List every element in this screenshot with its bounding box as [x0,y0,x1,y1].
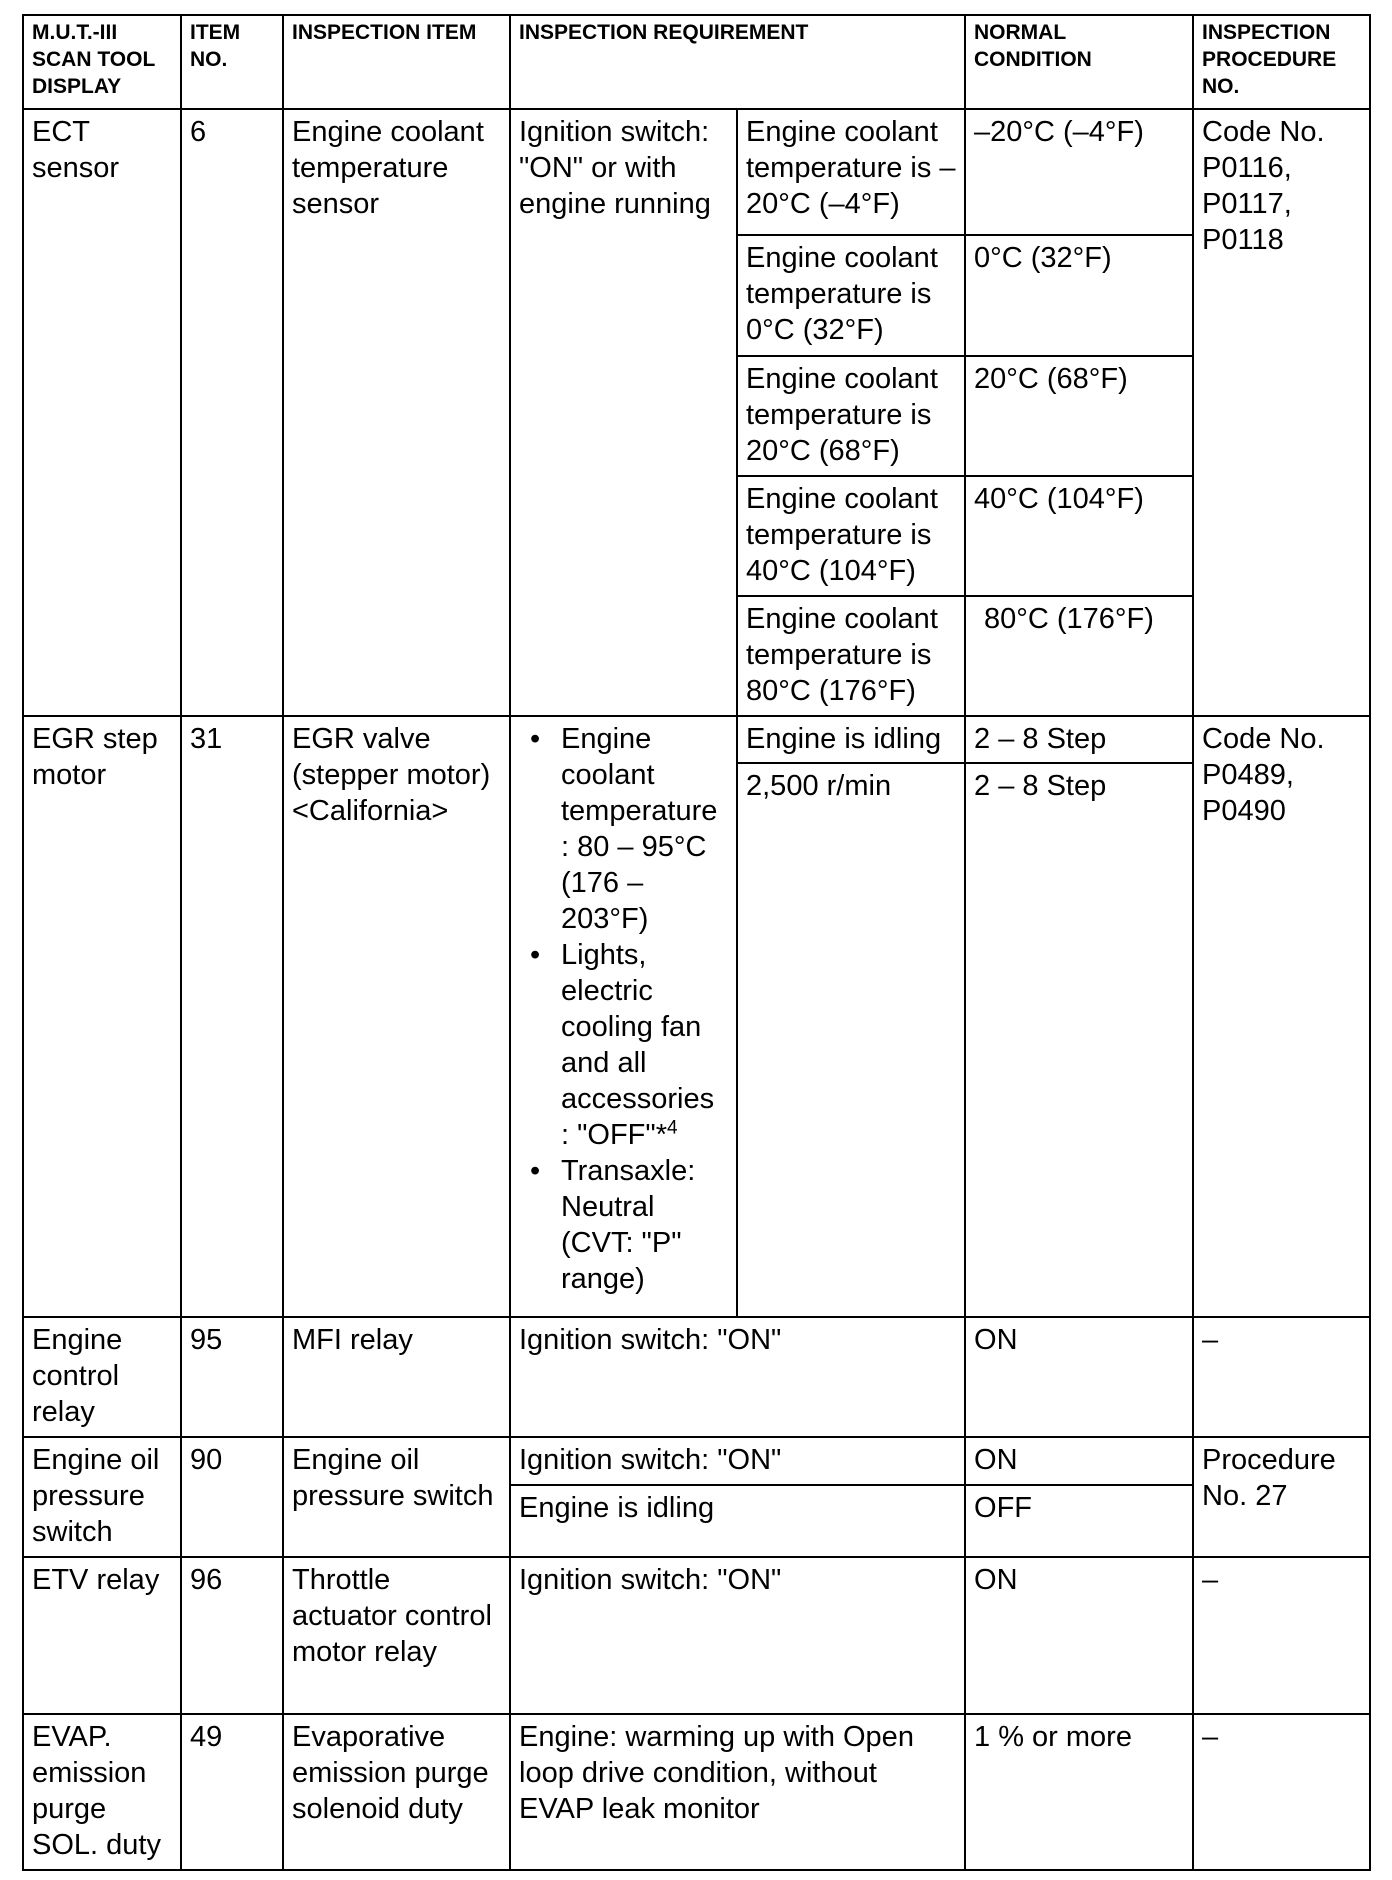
evap-display: EVAP. emission purge SOL. duty [23,1714,181,1870]
etv-requirement: Ignition switch: "ON" [510,1557,965,1713]
bullet-icon: • [530,1155,541,1188]
bullet-icon: • [530,723,541,756]
list-item [530,721,728,937]
header-row [23,15,1370,109]
inspection-table [22,14,1371,1871]
egr-item-no: 31 [181,716,283,1317]
header-procedure-no: INSPECTION PROCEDURE NO. [1193,15,1370,109]
header-inspection-item: INSPECTION ITEM [283,15,510,109]
egr-requirement-list [519,721,728,1297]
ect-condition-normal: 80°C (176°F) [965,596,1193,716]
table-row [23,716,1370,763]
table-row [23,1714,1370,1870]
ecr-item-no: 95 [181,1317,283,1437]
ecr-requirement: Ignition switch: "ON" [510,1317,965,1437]
ect-condition-req: Engine coolant temperature is 20°C (68°F) [737,356,965,476]
oil-condition-req: Ignition switch: "ON" [510,1437,965,1485]
oil-procedure: Procedure No. 27 [1193,1437,1370,1557]
ect-condition-normal: 0°C (32°F) [965,235,1193,355]
egr-display: EGR step motor [23,716,181,1317]
ect-condition-normal: 40°C (104°F) [965,476,1193,596]
ecr-normal: ON [965,1317,1193,1437]
evap-item-no: 49 [181,1714,283,1870]
oil-item-no: 90 [181,1437,283,1557]
ect-condition-normal: 20°C (68°F) [965,356,1193,476]
egr-condition-req: 2,500 r/min [737,763,965,1317]
table-row [23,1557,1370,1713]
evap-procedure: – [1193,1714,1370,1870]
ecr-item: MFI relay [283,1317,510,1437]
evap-item: Evaporative emission purge solenoid duty [283,1714,510,1870]
oil-condition-normal: ON [965,1437,1193,1485]
header-display: M.U.T.-III SCAN TOOL DISPLAY [23,15,181,109]
egr-requirement [510,716,737,1317]
ect-display: ECT sensor [23,109,181,716]
list-item [530,937,728,1153]
ecr-display: Engine control relay [23,1317,181,1437]
list-item [530,1153,728,1297]
egr-bullet-text: Lights, electric cooling fan and all accessories : "OFF"* [561,939,715,1152]
egr-procedure: Code No. P0489, P0490 [1193,716,1370,1317]
footnote-ref: 4 [666,1117,678,1139]
ect-item: Engine coolant temperature sensor [283,109,510,716]
ect-condition-req: Engine coolant temperature is 40°C (104°F) [737,476,965,596]
oil-display: Engine oil pressure switch [23,1437,181,1557]
table-row [23,1437,1370,1485]
etv-procedure: – [1193,1557,1370,1713]
oil-condition-req: Engine is idling [510,1485,965,1557]
table-row [23,1317,1370,1437]
oil-item: Engine oil pressure switch [283,1437,510,1557]
egr-item: EGR valve (stepper motor) <California> [283,716,510,1317]
header-requirement: INSPECTION REQUIREMENT [510,15,965,109]
etv-normal: ON [965,1557,1193,1713]
evap-requirement: Engine: warming up with Open loop drive condition, without EVAP leak monitor [510,1714,965,1870]
egr-condition-normal: 2 – 8 Step [965,763,1193,1317]
ect-item-no: 6 [181,109,283,716]
inspection-sheet [22,14,1369,1871]
ecr-procedure: – [1193,1317,1370,1437]
etv-display: ETV relay [23,1557,181,1713]
ect-procedure: Code No. P0116, P0117, P0118 [1193,109,1370,716]
ect-condition-req: Engine coolant temperature is 80°C (176°F) [737,596,965,716]
ect-condition-req: Engine coolant temperature is –20°C (–4°F) [737,109,965,235]
ect-condition-req: Engine coolant temperature is 0°C (32°F) [737,235,965,355]
ect-condition-normal: –20°C (–4°F) [965,109,1193,235]
oil-condition-normal: OFF [965,1485,1193,1557]
evap-normal: 1 % or more [965,1714,1193,1870]
egr-bullet-text: Transaxle: Neutral (CVT: "P" range) [561,1155,696,1296]
table-row [23,109,1370,235]
bullet-icon: • [530,939,541,972]
egr-condition-normal: 2 – 8 Step [965,716,1193,763]
ect-requirement: Ignition switch: "ON" or with engine running [510,109,737,716]
egr-bullet-text: Engine coolant temperature : 80 – 95°C (176 – 203°F) [561,723,718,936]
header-normal-condition: NORMAL CONDITION [965,15,1193,109]
egr-condition-req: Engine is idling [737,716,965,763]
etv-item-no: 96 [181,1557,283,1713]
etv-item: Throttle actuator control motor relay [283,1557,510,1713]
header-item-no: ITEM NO. [181,15,283,109]
